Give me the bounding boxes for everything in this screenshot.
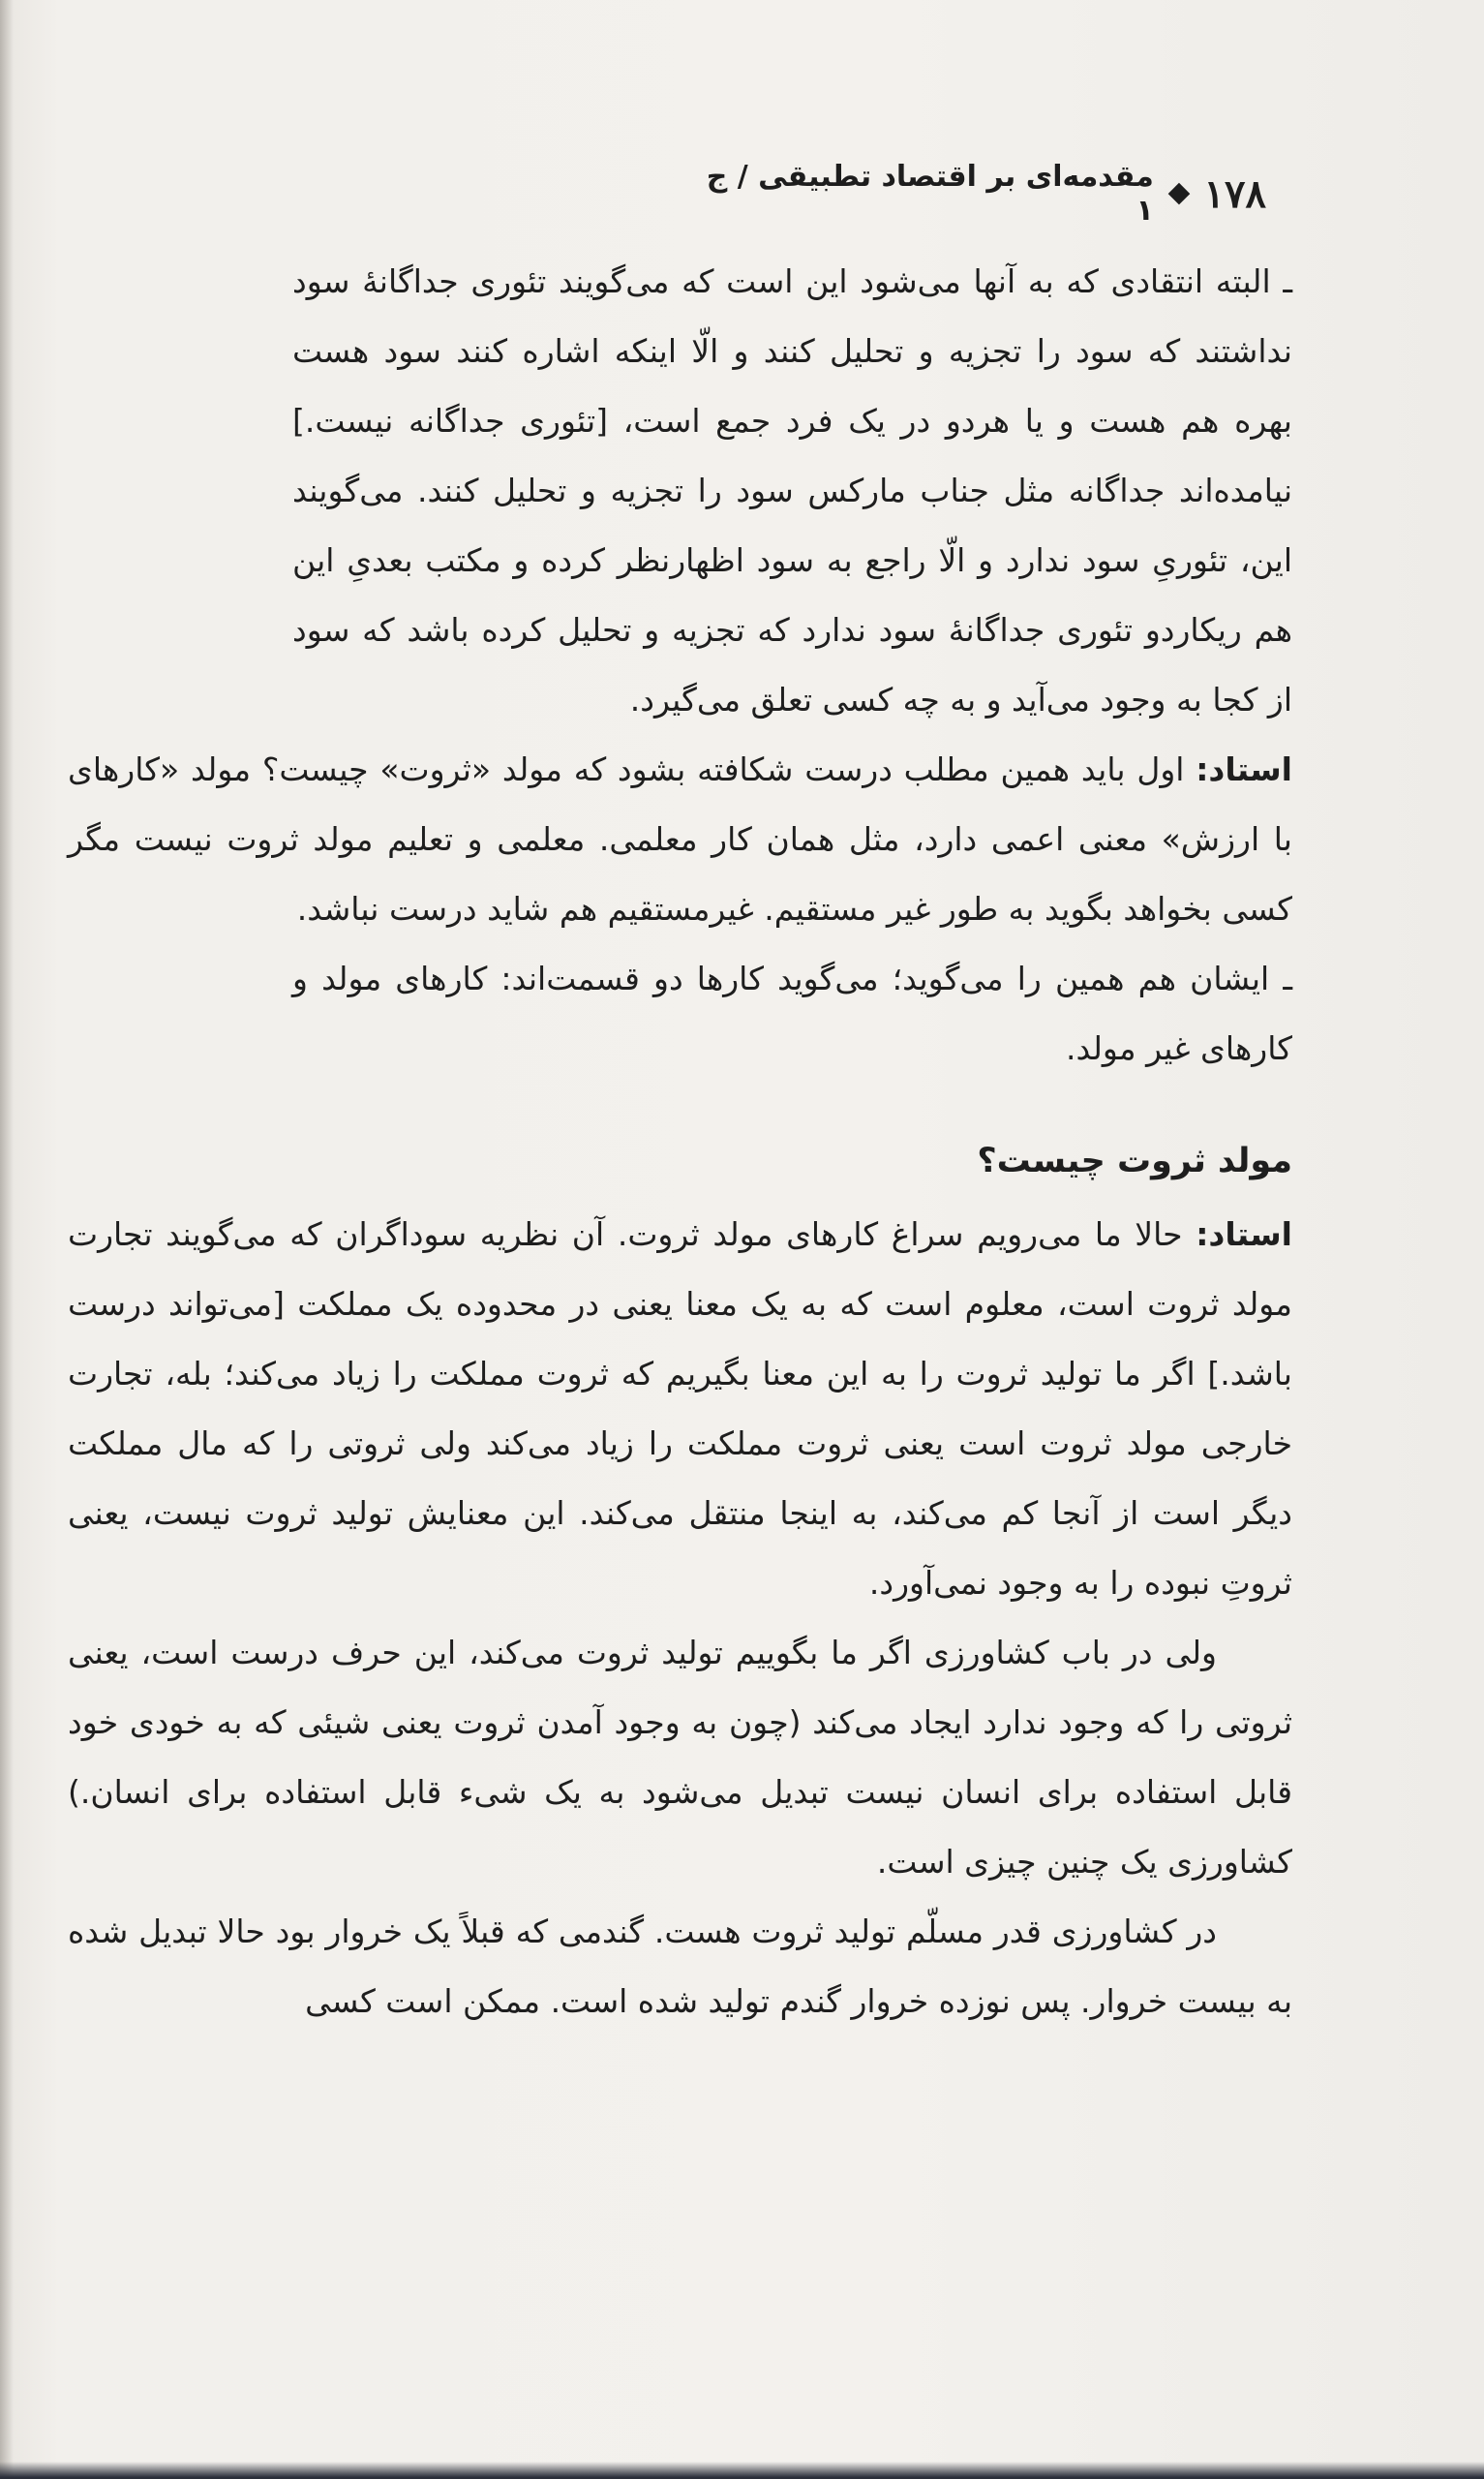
speaker-label: استاد: — [1196, 750, 1292, 788]
paragraph-agriculture: ولی در باب کشاورزی اگر ما بگوییم تولید ثروت می‌کند، این حرف درست است، یعنی ثروتی را که وجود ندارد ایجاد می‌کند (چون به وجود آمدن ثروت یعنی شیئی که به خودی خود قابل استفاده برای انسان نیست تبدیل می‌شود به یک شیء قابل استفاده برای انسان.) کشاورزی یک چنین چیزی است. — [68, 1634, 1292, 1881]
section-heading: مولد ثروت چیست؟ — [977, 1142, 1292, 1180]
ostad-text-2: حالا ما می‌رویم سراغ کارهای مولد ثروت. آن نظریه سوداگران که می‌گویند تجارت مولد ثروت است، معلوم است که به یک معنا یعنی در محدوده یک مملکت [می‌تواند درست باشد.] اگر ما تولید ثروت را به این معنا بگیریم که ثروت مملکت را زیاد می‌کند؛ بله، تجارت خارجی مولد ثروت است یعنی ثروت مملکت را زیاد می‌کند ولی ثروتی را که مال مملکت دیگر است از آنجا کم می‌کند، به اینجا منتقل می‌کند. این معنایش تولید ثروت نیست، یعنی ثروتِ نبوده را به وجود نمی‌آورد. — [68, 1215, 1292, 1602]
page-body — [68, 247, 1292, 2036]
page-binding-shadow — [0, 0, 14, 2479]
quote-paragraph-2: ـ ایشان هم همین را می‌گوید؛ می‌گوید کارها دو قسمت‌اند: کارهای مولد و کارهای غیر مولد. — [292, 960, 1292, 1067]
page-number: ۱۷۸ — [1203, 170, 1266, 217]
speaker-label: استاد: — [1196, 1215, 1292, 1253]
page-bottom-edge — [0, 2462, 1484, 2479]
diamond-icon — [1167, 183, 1189, 204]
paragraph-wheat: در کشاورزی قدر مسلّم تولید ثروت هست. گندمی که قبلاً یک خروار بود حالا تبدیل شده به بیست خروار. پس نوزده خروار گندم تولید شده است. ممکن است کسی — [68, 1913, 1292, 2020]
running-title: مقدمه‌ای بر اقتصاد تطبیقی / ج ۱ — [706, 160, 1154, 228]
ostad-text-1: اول باید همین مطلب درست شکافته بشود که مولد «ثروت» چیست؟ مولد «کارهای با ارزش» معنی اعمی دارد، مثل همان کار معلمی. معلمی و تعلیم مولد ثروت نیست مگر کسی بخواهد بگوید به طور غیر مستقیم. غیرمستقیم هم شاید درست نباشد. — [68, 750, 1292, 928]
quote-paragraph-1: ـ البته انتقادی که به آنها می‌شود این است که می‌گویند تئوری جداگانۀ سود نداشتند که سود را تجزیه و تحلیل کنند و الّا اینکه اشاره کنند سود هست بهره هم هست و یا هردو در یک فرد جمع است، [تئوری جداگانه نیست.] نیامده‌اند جداگانه مثل جناب مارکس سود را تجزیه و تحلیل کنند. می‌گویند این، تئوریِ سود ندارد و الّا راجع به سود اظهارنظر کرده و مکتب بعدیِ این هم ریکاردو تئوری جداگانۀ سود ندارد که تجزیه و تحلیل کرده باشد که سود از کجا به وجود می‌آید و به چه کسی تعلق می‌گیرد. — [292, 262, 1292, 719]
page-header — [685, 160, 1266, 228]
ostad-paragraph-2 — [68, 1200, 1292, 1618]
ostad-paragraph-1 — [68, 735, 1292, 944]
